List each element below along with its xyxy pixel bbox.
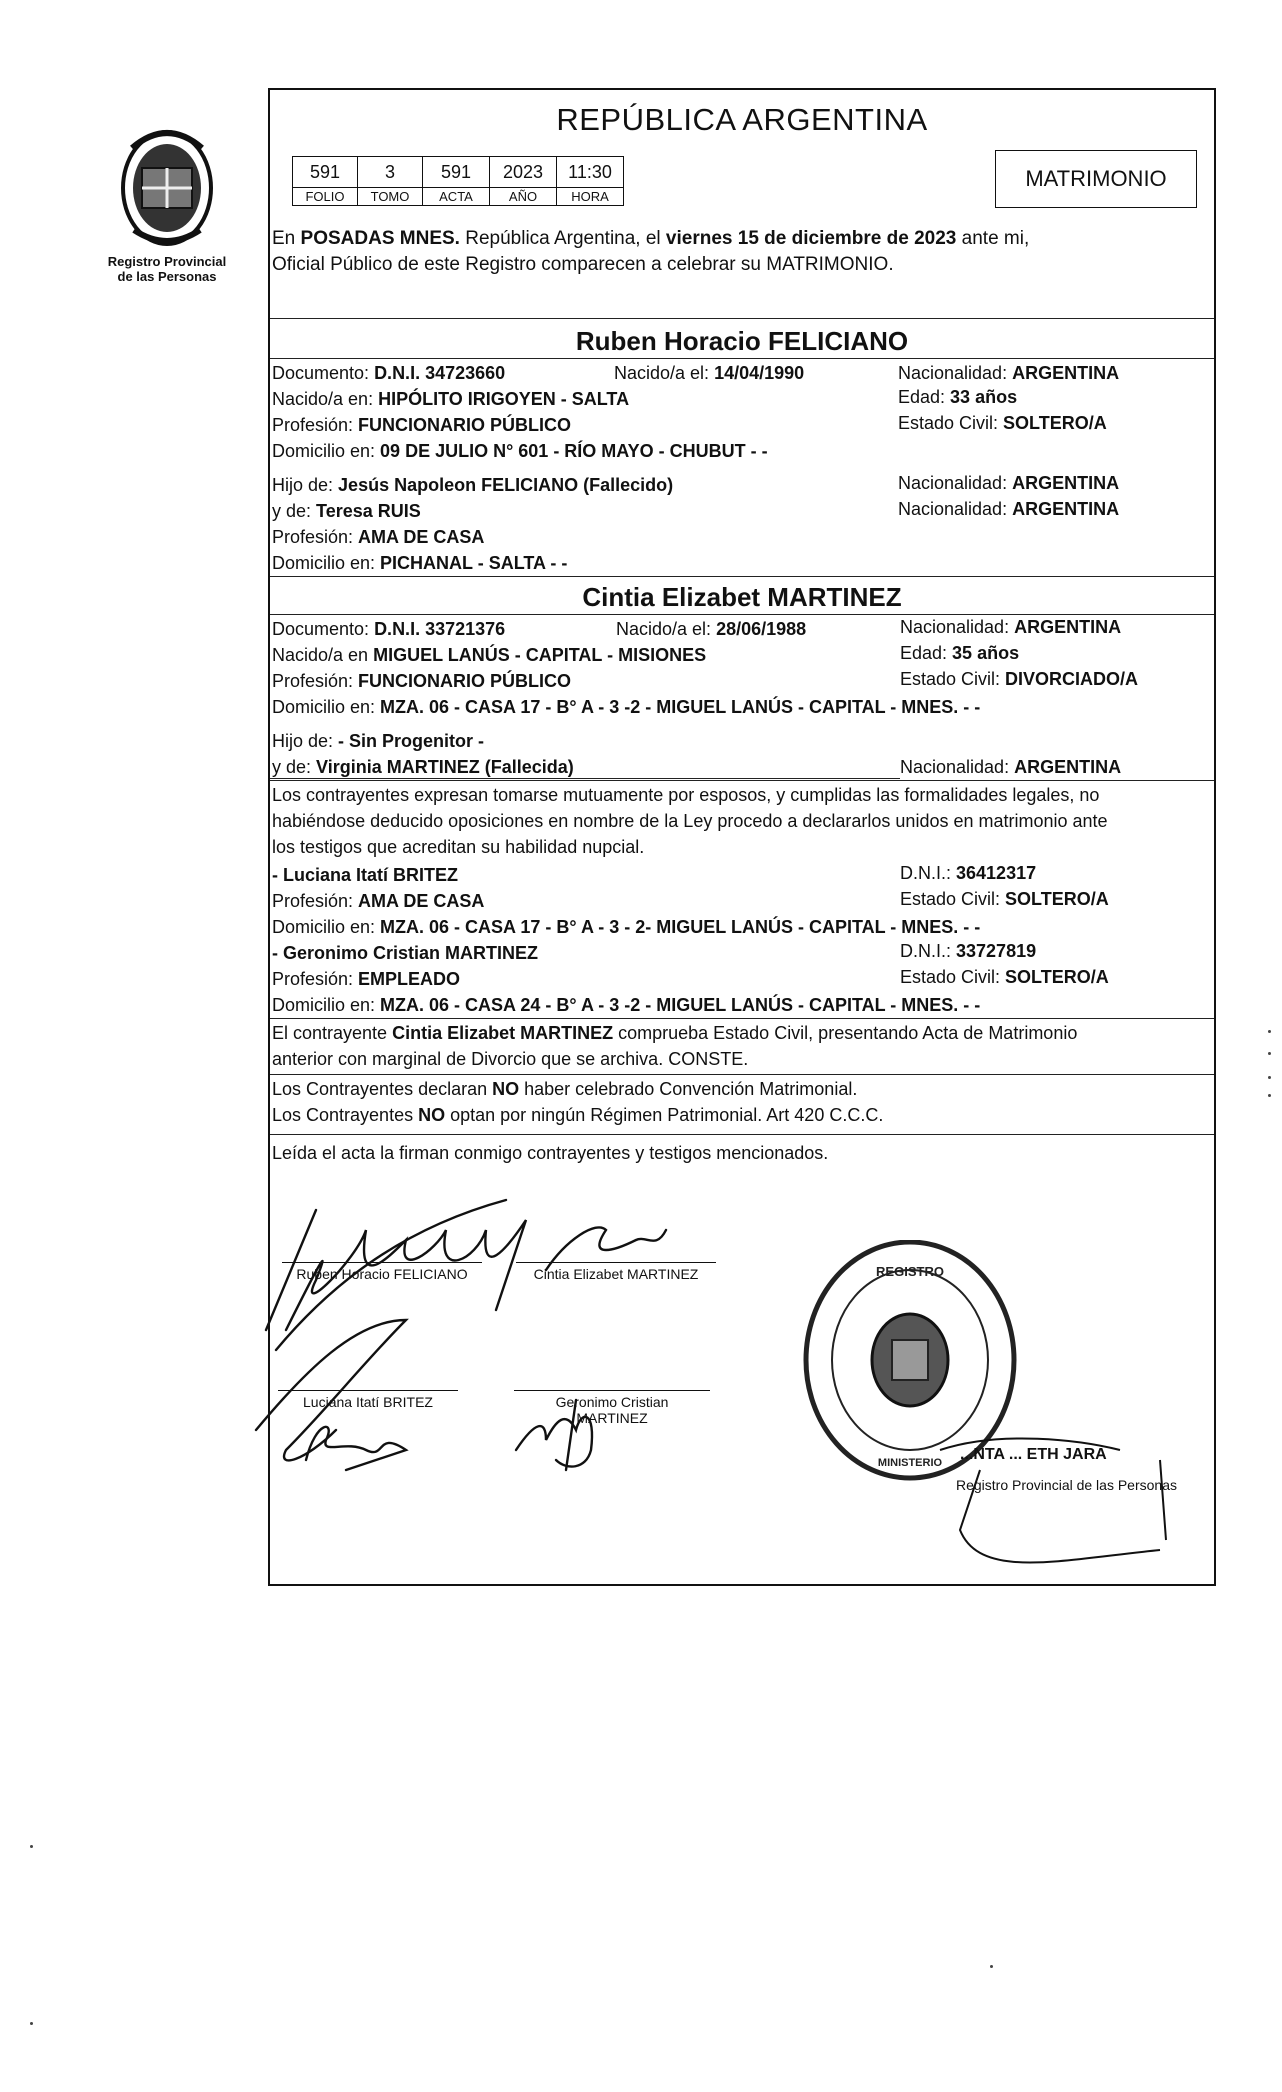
acta-label: ACTA: [423, 188, 490, 206]
handwritten-signatures: [246, 1170, 766, 1500]
signature-label-bride: Cintia Elizabet MARTINEZ: [533, 1266, 699, 1282]
c1-mother: y de: Teresa RUIS: [272, 501, 421, 521]
scan-mark: [1268, 1094, 1271, 1097]
svg-text:MINISTERIO: MINISTERIO: [877, 1457, 943, 1469]
c2-civil-status: Estado Civil: DIVORCIADO/A: [900, 669, 1139, 689]
agreement-line-1: Los Contrayentes declaran NO haber celebrado Convención Matrimonial.: [272, 1079, 858, 1099]
officer-signature: [920, 1430, 1180, 1580]
contrayente-2-name: Cintia Elizabet MARTINEZ: [582, 582, 902, 612]
witness-1-dni: D.N.I.: 36412317: [900, 863, 1037, 883]
scan-mark: [1268, 1052, 1271, 1055]
witness-1-name: - Luciana Itatí BRITEZ: [272, 865, 459, 885]
logo-caption: Registro Provincial de las Personas: [107, 254, 227, 284]
c2-profession: Profesión: FUNCIONARIO PÚBLICO: [272, 671, 572, 691]
witness-2-dni: D.N.I.: 33727819: [900, 941, 1037, 961]
witness-1-profession: Profesión: AMA DE CASA: [272, 891, 485, 911]
c2-domicile: Domicilio en: MZA. 06 - CASA 17 - B° A - 3 -2 - MIGUEL LANÚS - CAPITAL - MNES. - -: [272, 697, 981, 717]
witness-2-profession: Profesión: EMPLEADO: [272, 969, 461, 989]
civil-status-note-2: anterior con marginal de Divorcio que se archiva. CONSTE.: [272, 1049, 749, 1069]
witness-2-domicile: Domicilio en: MZA. 06 - CASA 24 - B° A - 3 -2 - MIGUEL LANÚS - CAPITAL - MNES. - -: [272, 995, 981, 1015]
scan-mark: [1268, 1076, 1271, 1079]
divider: [270, 1074, 1214, 1075]
c2-age: Edad: 35 años: [900, 643, 1020, 663]
act-document: [268, 88, 1216, 1586]
declaration-line-2: habiéndose deducido oposiciones en nombre de la Ley procedo a declararlos unidos en matrimonio ante: [272, 811, 1108, 831]
tomo-label: TOMO: [358, 188, 423, 206]
witness-2-civil-status: Estado Civil: SOLTERO/A: [900, 967, 1109, 987]
officer-name: ...NTA ... ETH JARA: [960, 1446, 1107, 1463]
contrayente-1-name: Ruben Horacio FELICIANO: [575, 326, 909, 356]
c1-father: Hijo de: Jesús Napoleon FELICIANO (Fallecido): [272, 475, 674, 495]
civil-status-note-1: El contrayente Cintia Elizabet MARTINEZ comprueba Estado Civil, presentando Acta de Matrimonio: [272, 1023, 1078, 1043]
witness-2-name: - Geronimo Cristian MARTINEZ: [272, 943, 539, 963]
svg-text:REGISTRO: REGISTRO: [876, 1264, 944, 1279]
scan-mark: [30, 1845, 33, 1848]
registry-logo: [92, 118, 242, 284]
c1-document: Documento: D.N.I. 34723660: [272, 363, 506, 383]
witness-1-civil-status: Estado Civil: SOLTERO/A: [900, 889, 1109, 909]
c1-age: Edad: 33 años: [898, 387, 1018, 407]
c1-profession: Profesión: FUNCIONARIO PÚBLICO: [272, 415, 572, 435]
folio-value: 591: [293, 157, 358, 188]
scan-mark: [30, 2022, 33, 2025]
c1-birthdate: Nacido/a el: 14/04/1990: [614, 363, 805, 383]
c2-mother-nationality: Nacionalidad: ARGENTINA: [900, 757, 1122, 777]
signature-label-witness-2: Geronimo Cristian MARTINEZ: [555, 1394, 669, 1426]
scan-mark: [1268, 1030, 1271, 1033]
c2-document: Documento: D.N.I. 33721376: [272, 619, 506, 639]
c1-birthplace: Nacido/a en: HIPÓLITO IRIGOYEN - SALTA: [272, 389, 630, 409]
tomo-value: 3: [358, 157, 423, 188]
closing-line: Leída el acta la firman conmigo contrayentes y testigos mencionados.: [272, 1143, 829, 1163]
divider: [270, 614, 1214, 615]
scan-mark: [990, 1965, 993, 1968]
divider: [270, 780, 1214, 781]
acta-value: 591: [423, 157, 490, 188]
c1-father-nationality: Nacionalidad: ARGENTINA: [898, 473, 1120, 493]
witness-1-domicile: Domicilio en: MZA. 06 - CASA 17 - B° A - 3 - 2- MIGUEL LANÚS - CAPITAL - MNES. - -: [272, 917, 981, 937]
divider: [270, 1018, 1214, 1019]
c1-civil-status: Estado Civil: SOLTERO/A: [898, 413, 1107, 433]
divider: [270, 358, 1214, 359]
ano-label: AÑO: [490, 188, 557, 206]
registry-numbers-table: [292, 156, 624, 206]
divider: [270, 318, 1214, 319]
hora-label: HORA: [557, 188, 624, 206]
agreement-line-2: Los Contrayentes NO optan por ningún Régimen Patrimonial. Art 420 C.C.C.: [272, 1105, 884, 1125]
c2-father: Hijo de: - Sin Progenitor -: [272, 731, 485, 751]
c1-nationality: Nacionalidad: ARGENTINA: [898, 363, 1120, 383]
signature-label-witness-1: Luciana Itatí BRITEZ: [303, 1394, 433, 1410]
c1-mother-nationality: Nacionalidad: ARGENTINA: [898, 499, 1120, 519]
divider: [270, 1134, 1214, 1135]
divider: [270, 576, 1214, 577]
c2-nationality: Nacionalidad: ARGENTINA: [900, 617, 1122, 637]
signature-label-groom: Ruben Horacio FELICIANO: [296, 1266, 468, 1282]
act-type-box: MATRIMONIO: [995, 150, 1197, 208]
ano-value: 2023: [490, 157, 557, 188]
c2-mother: y de: Virginia MARTINEZ (Fallecida): [272, 757, 574, 777]
hora-value: 11:30: [557, 157, 624, 188]
c1-domicile: Domicilio en: 09 DE JULIO N° 601 - RÍO MAYO - CHUBUT - -: [272, 441, 768, 461]
intro-line-1: En POSADAS MNES. República Argentina, el viernes 15 de diciembre de 2023 ante mi,: [272, 228, 1030, 249]
c1-parents-profession: Profesión: AMA DE CASA: [272, 527, 485, 547]
c1-parents-domicile: Domicilio en: PICHANAL - SALTA - -: [272, 553, 568, 573]
officer-title: Registro Provincial de las Personas: [956, 1477, 1177, 1493]
folio-label: FOLIO: [293, 188, 358, 206]
c2-birthdate: Nacido/a el: 28/06/1988: [616, 619, 807, 639]
underline: [270, 778, 900, 779]
intro-line-2: Oficial Público de este Registro comparecen a celebrar su MATRIMONIO.: [272, 254, 894, 275]
coat-of-arms-icon: [112, 118, 222, 252]
c2-birthplace: Nacido/a en MIGUEL LANÚS - CAPITAL - MISIONES: [272, 645, 707, 665]
declaration-line-3: los testigos que acreditan su habilidad nupcial.: [272, 837, 645, 857]
declaration-line-1: Los contrayentes expresan tomarse mutuamente por esposos, y cumplidas las formalidades legales, no: [272, 785, 1100, 805]
document-title: REPÚBLICA ARGENTINA: [556, 102, 928, 137]
